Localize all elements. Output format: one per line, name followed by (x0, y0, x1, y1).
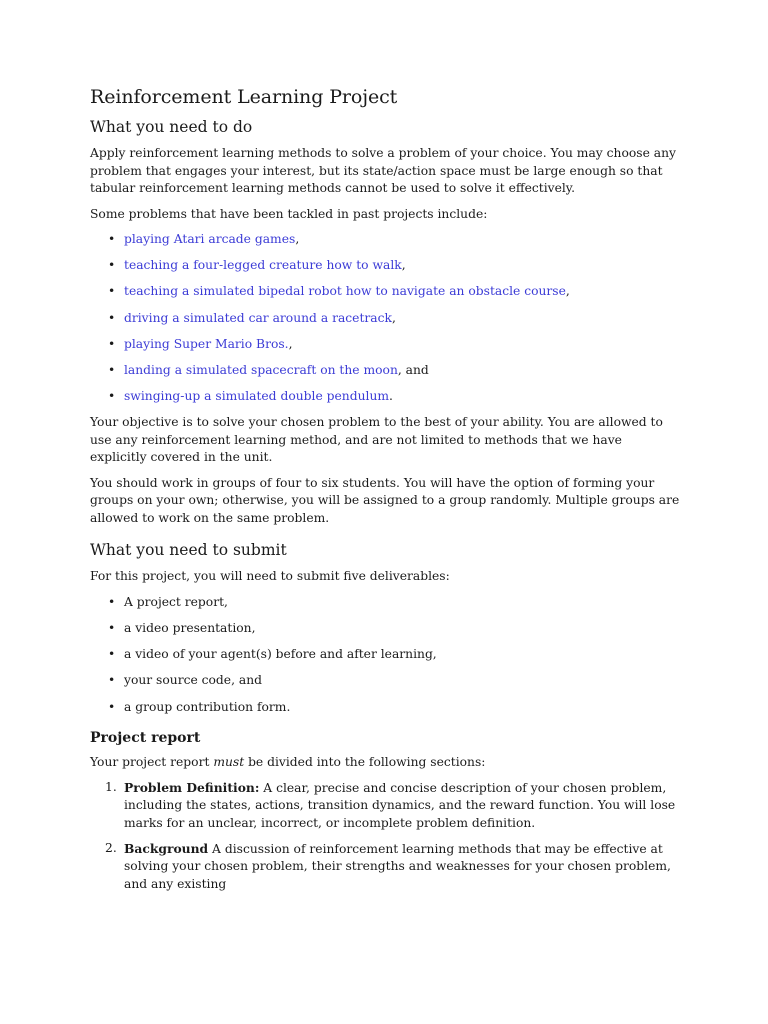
item-label: Background (124, 840, 209, 856)
example-link[interactable]: teaching a four-legged creature how to walk (124, 258, 402, 273)
list-item-suffix: , (401, 258, 406, 273)
example-link[interactable]: playing Atari arcade games (124, 232, 296, 246)
report-intro-emphasis: must (213, 754, 245, 769)
deliverable-text: a video presentation, (124, 621, 256, 635)
subsection-heading-report: Project report (90, 729, 201, 746)
list-item (108, 283, 680, 300)
bullet-icon: • (108, 232, 116, 246)
list-item (108, 231, 680, 248)
examples-intro-paragraph: Some problems that have been tackled in past projects include: (90, 206, 488, 221)
list-item-suffix: , (295, 232, 300, 246)
list-item (105, 779, 680, 832)
example-link[interactable]: playing Super Mario Bros. (124, 336, 289, 351)
bullet-icon: • (108, 647, 116, 662)
example-link[interactable]: landing a simulated spacecraft on the moon (124, 362, 398, 377)
bullet-icon: • (108, 284, 116, 299)
bullet-icon: • (108, 594, 116, 609)
example-link[interactable]: swinging-up a simulated double pendulum (124, 389, 390, 404)
list-item-suffix: , (391, 310, 396, 325)
list-item-suffix: , (565, 284, 570, 299)
todo-intro-paragraph: Apply reinforcement learning methods to solve a problem of your choice. You may choose any problem that engages your interest, but its state/action space must be large enough so that tabular reinforcement learning methods cannot be used to solve it effectively. (90, 146, 676, 195)
bullet-icon: • (108, 362, 116, 377)
submit-intro-paragraph: For this project, you will need to submit five deliverables: (90, 569, 450, 584)
deliverable-text: a video of your agent(s) before and after learning, (124, 647, 437, 662)
deliverable-text: a group contribution form. (124, 699, 291, 714)
list-item (105, 840, 680, 893)
list-item-suffix: . (389, 389, 393, 404)
item-text: A clear, precise and concise description of your chosen problem, including the states, actions, transition dynamics, and the reward function. You will lose marks for an unclear, incorrect, or incomplete problem definition. (124, 781, 676, 830)
list-item (108, 646, 680, 663)
bullet-icon: • (108, 336, 116, 351)
item-number: 1. (105, 780, 117, 795)
deliverable-text: your source code, and (124, 673, 263, 688)
section-heading-submit: What you need to submit (90, 541, 287, 560)
example-link[interactable]: teaching a simulated bipedal robot how to navigate an obstacle course (124, 284, 566, 299)
list-item (108, 672, 680, 689)
list-item (108, 699, 680, 716)
list-item-suffix: , and (397, 362, 429, 377)
list-item-suffix: , (288, 336, 293, 351)
list-item (108, 388, 680, 405)
bullet-icon: • (108, 673, 116, 688)
list-item (108, 310, 680, 327)
item-text: A discussion of reinforcement learning methods that may be effective at solving your chosen problem, their strengths and weaknesses for your chosen problem, and any existing (124, 841, 671, 891)
list-item (108, 257, 680, 274)
report-sections-list (90, 779, 680, 893)
bullet-icon: • (108, 258, 116, 273)
bullet-icon: • (108, 389, 116, 404)
report-intro-after: be divided into the following sections: (244, 754, 486, 769)
bullet-icon: • (108, 310, 116, 325)
list-item (108, 362, 680, 379)
groups-paragraph: You should work in groups of four to six students. You will have the option of forming your groups on your own; otherwise, you will be assigned to a group randomly. Multiple groups are allowed to work on the same problem. (90, 475, 680, 525)
objective-paragraph: Your objective is to solve your chosen problem to the best of your ability. You are allowed to use any reinforcement learning method, and are not limited to methods that we have explicitly covered in the unit. (90, 415, 663, 465)
item-number: 2. (105, 840, 117, 855)
deliverable-text: A project report, (124, 594, 228, 609)
list-item (108, 336, 680, 353)
examples-list (90, 231, 680, 405)
section-heading-todo: What you need to do (90, 118, 253, 136)
list-item (108, 594, 680, 611)
example-link[interactable]: driving a simulated car around a racetrack (124, 310, 392, 325)
item-label: Problem Definition: (124, 780, 260, 796)
report-intro-before: Your project report (90, 754, 214, 769)
report-intro-paragraph (90, 754, 680, 772)
document-content (90, 86, 680, 901)
bullet-icon: • (108, 699, 116, 714)
deliverables-list (90, 594, 680, 716)
list-item (108, 620, 680, 637)
bullet-icon: • (108, 621, 116, 635)
page-title: Reinforcement Learning Project (90, 86, 398, 108)
